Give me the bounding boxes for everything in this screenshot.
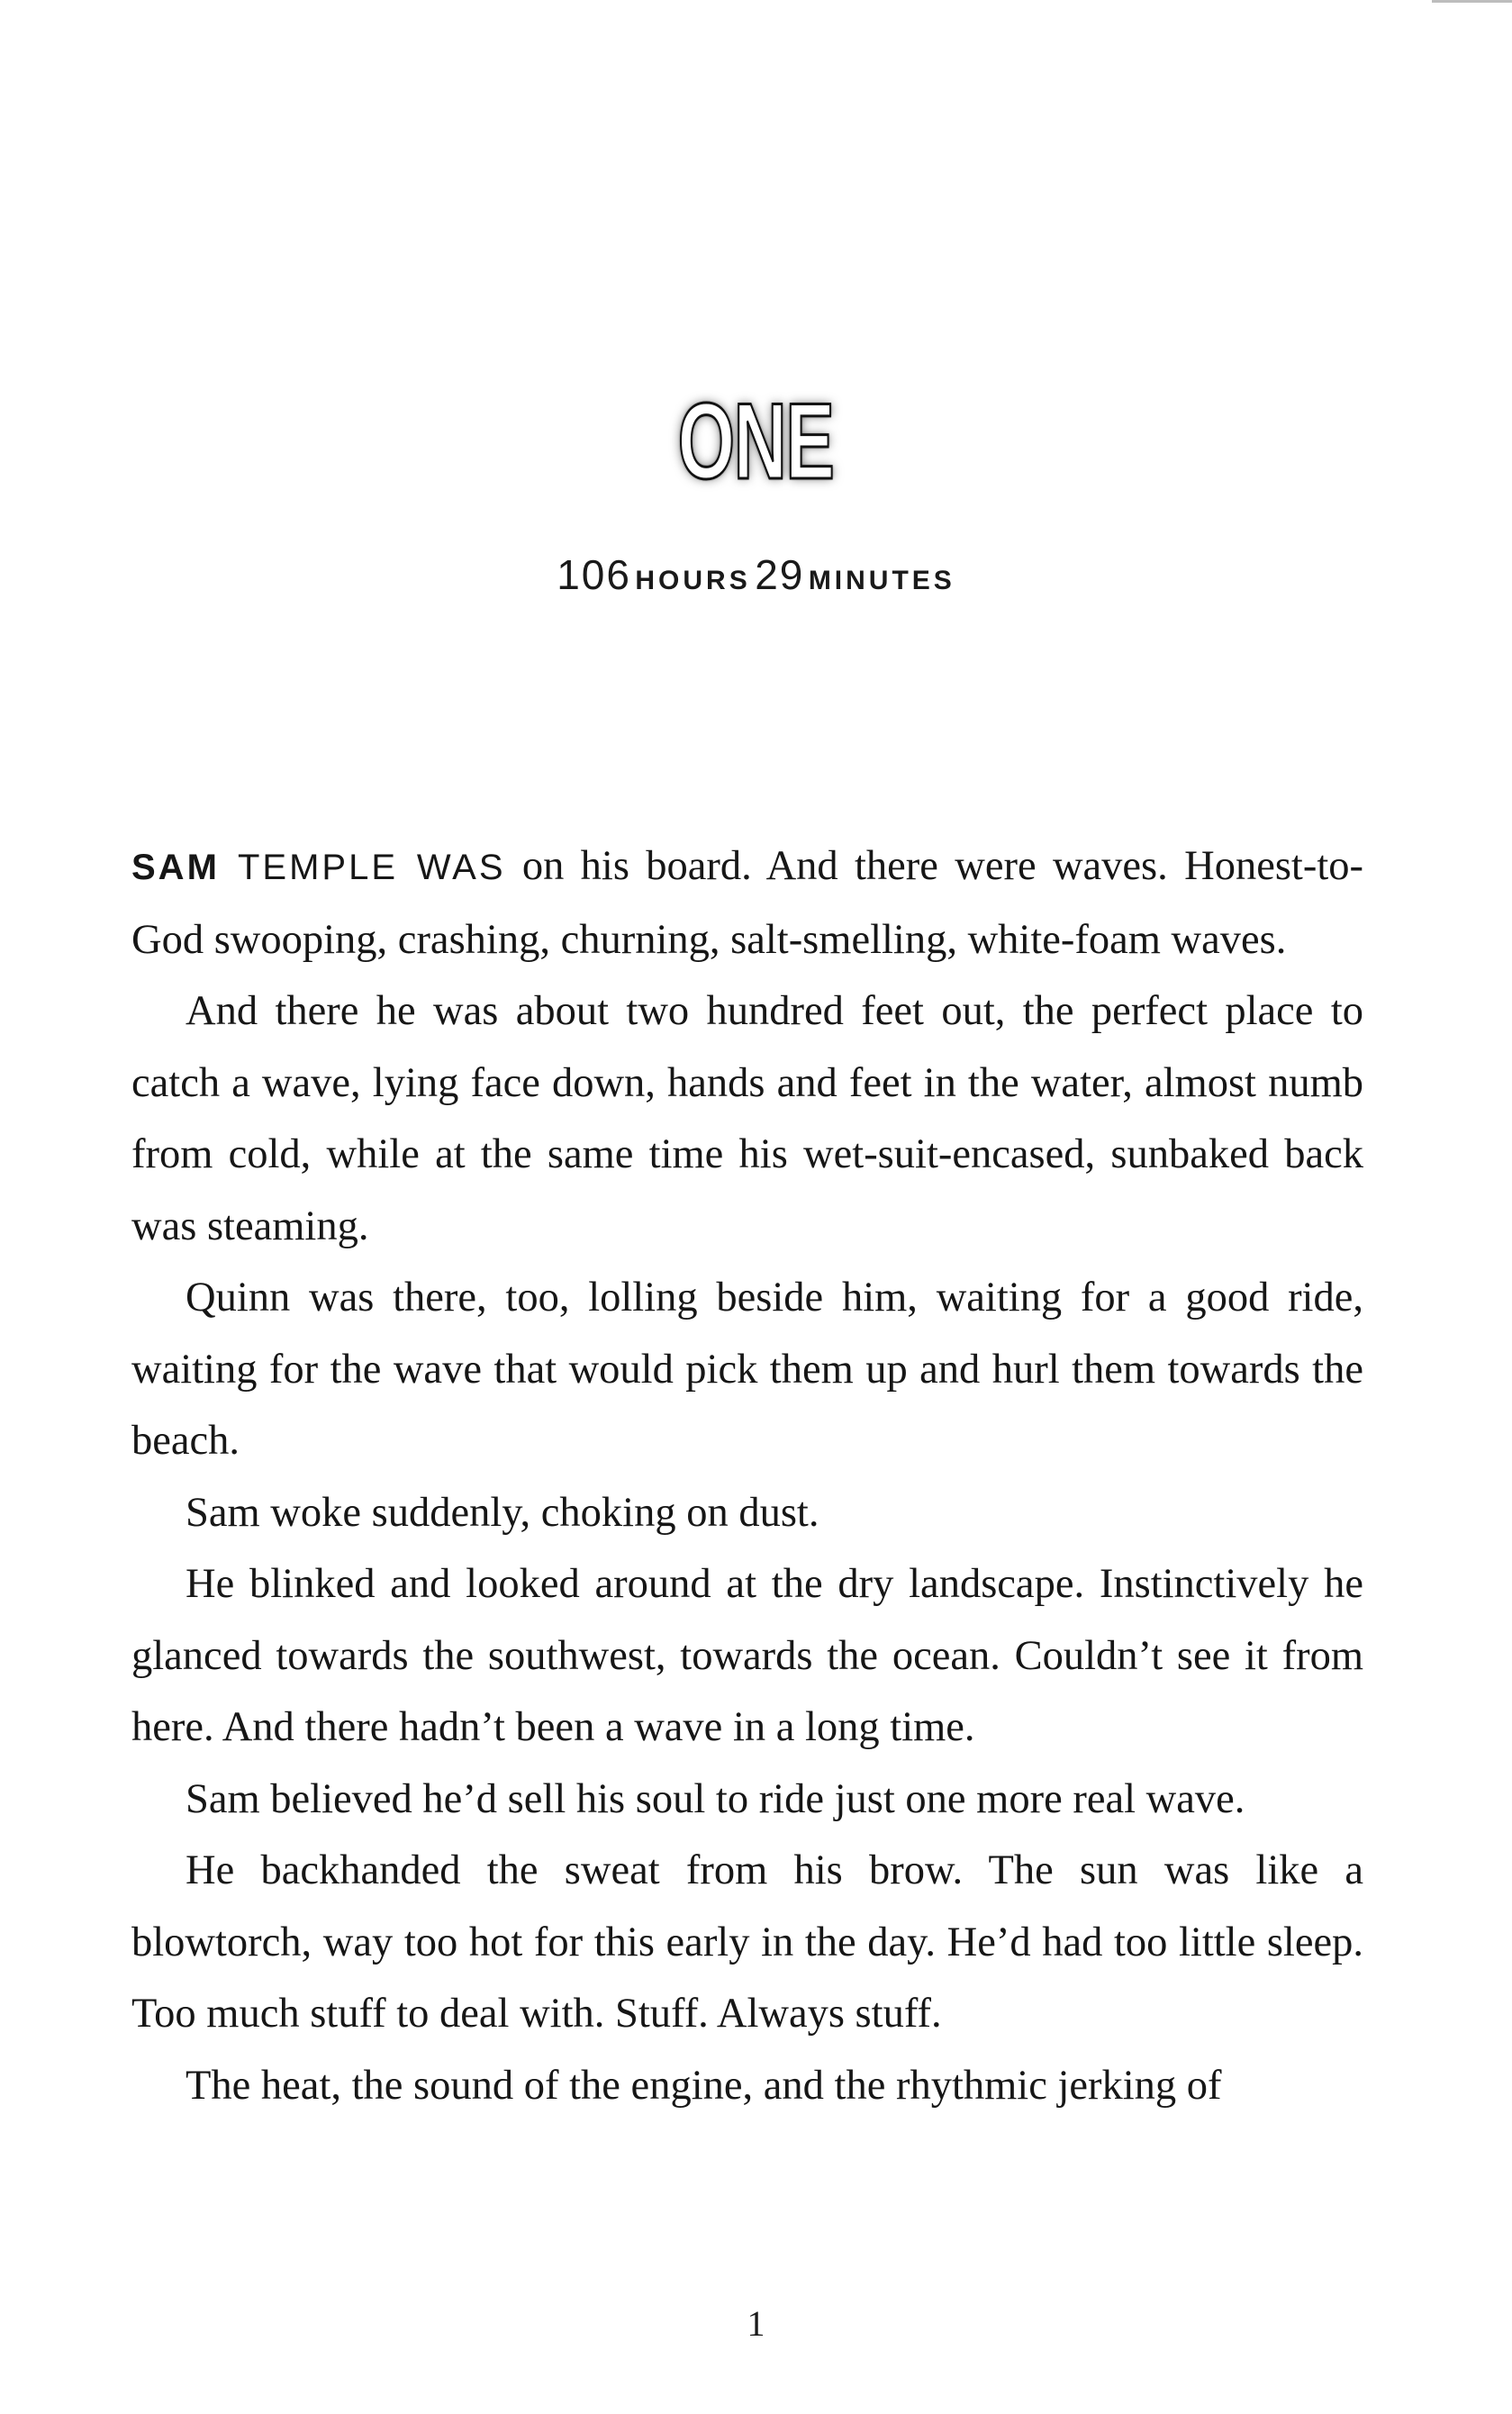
minutes-label: MINUTES	[808, 566, 955, 595]
lead-in-bold: SAM	[131, 848, 220, 887]
lead-in-rest: TEMPLE WAS	[219, 848, 506, 887]
paragraph-text: on his board. And there were waves. Honest-to-God swooping, crashing, churning, salt-smelling, white-foam waves.	[131, 843, 1363, 963]
page-number: 1	[747, 2303, 765, 2344]
chapter-body	[131, 830, 1363, 2121]
paragraph: The heat, the sound of the engine, and the rhythmic jerking of	[186, 2062, 1222, 2109]
lead-in	[131, 848, 506, 887]
time-marker	[0, 551, 1512, 598]
hours-value: 106	[557, 551, 631, 598]
chapter-title: ONE	[678, 381, 834, 502]
chapter-heading	[0, 381, 1512, 502]
paragraph: And there he was about two hundred feet out, the perfect place to catch a wave, lying face down, hands and feet in the water, almost numb from cold, while at the same time his wet-suit-encased, sunbaked back was steaming.	[131, 988, 1363, 1249]
paragraph: Quinn was there, too, lolling beside him, waiting for a good ride, waiting for the wave that would pick them up and hurl them towards the beach.	[131, 1275, 1363, 1464]
paragraph: Sam believed he’d sell his soul to ride just one more real wave.	[186, 1775, 1245, 1822]
minutes-value: 29	[755, 551, 805, 598]
paragraph: He blinked and looked around at the dry landscape. Instinctively he glanced towards the southwest, towards the ocean. Couldn’t see it from here. And there hadn’t been a wave in a long time.	[131, 1561, 1363, 1750]
paragraph: Sam woke suddenly, choking on dust.	[186, 1489, 819, 1536]
paragraph: He backhanded the sweat from his brow. The sun was like a blowtorch, way too hot for this early in the day. He’d had too little sleep. Too much stuff to deal with. Stuff. Always stuff.	[131, 1847, 1363, 2037]
paragraph	[131, 830, 1363, 976]
hours-label: HOURS	[635, 566, 751, 595]
page-edge-line	[1432, 0, 1512, 3]
